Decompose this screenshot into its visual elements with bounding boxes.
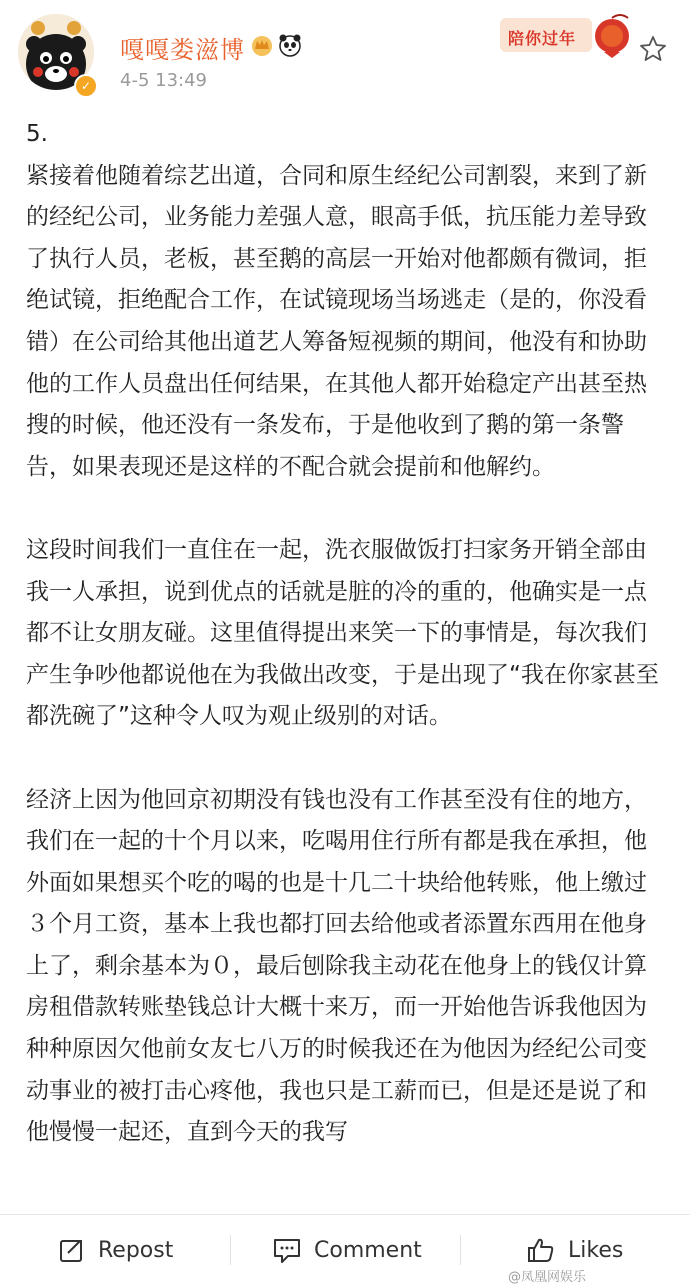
watermark: @凤凰网娱乐 [508,1266,586,1285]
comment-button[interactable] [272,1215,422,1285]
thumbs-up-icon [526,1236,556,1264]
comment-label: Comment [314,1237,422,1263]
banner-label: 陪你过年 [508,29,577,48]
new-year-banner [500,12,640,58]
post-timestamp: 4-5 13:49 [120,70,207,91]
post-body [26,114,666,1154]
post-paragraph-2: 这段时间我们一直住在一起，洗衣服做饭打扫家务开销全部由我一人承担，说到优点的话就是脏的冷的重的，他确实是一点都不让女朋友碰。这里值得提出来笑一下的事情是，每次我们产生争吵他都说他在为我做出改变，于是出现了“我在你家甚至都洗碗了”这种令人叹为观止级别的对话。 [26,536,659,730]
verified-badge-icon: ✓ [74,74,98,98]
repost-button[interactable] [58,1215,173,1285]
crown-badge-icon [250,33,274,57]
post-paragraph-3: 经济上因为他回京初期没有钱也没有工作甚至没有住的地方，我们在一起的十个月以来，吃喝用住行所有都是我在承担，他外面如果想买个吃的喝的也是十几二十块给他转账，他上缴过３个月工资，基本上我也都打回去给他或者添置东西用在他身上了，剩余基本为０，最后刨除我主动花在他身上的钱仅计算房租借款转账垫钱总计大概十来万，而一开始他告诉我他因为种种原因欠他前女友七八万的时候我还在为他因为经纪公司变动事业的被打击心疼他，我也只是工薪而已，但是还是说了和他慢慢一起还，直到今天的我写 [26,786,647,1146]
action-divider [230,1235,231,1265]
post-paragraph-1: 5. 紧接着他随着综艺出道，合同和原生经纪公司割裂，来到了新的经纪公司，业务能力差强人意，眼高手低，抗压能力差导致了执行人员，老板，甚至鹅的高层一开始对他都颇有微词，拒绝试镜，拒绝配合工作，在试镜现场当场逃走（是的，你没看错）在公司给其他出道艺人筹备短视频的期间，他没有和协助他的工作人员盘出任何结果，在其他人都开始稳定产出甚至热搜的时候，他还没有一条发布，于是他收到了鹅的第一条警告，如果表现还是这样的不配合就会提前和他解约。 [26,121,647,480]
favorite-star-icon[interactable] [638,34,668,64]
comment-icon [272,1236,302,1264]
repost-label: Repost [98,1237,174,1263]
likes-label: Likes [568,1237,624,1263]
post-header [0,0,690,110]
panda-badge-icon [278,33,302,57]
repost-icon [58,1236,86,1264]
action-bar [0,1214,690,1285]
username[interactable]: 嘎嘎娄滋博 [120,36,245,64]
action-divider [460,1235,461,1265]
